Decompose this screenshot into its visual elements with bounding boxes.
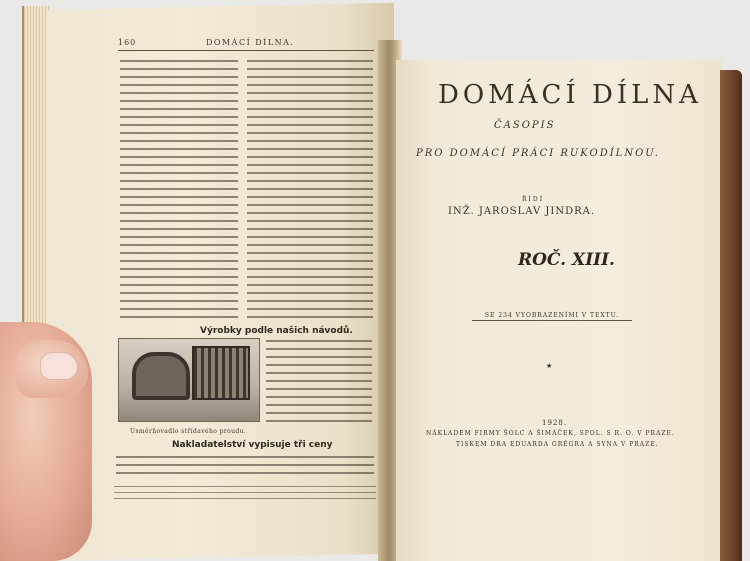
text-column-left bbox=[120, 58, 238, 320]
rectifier-cells bbox=[192, 346, 250, 400]
illustrations-note: SE 234 VYOBRAZENÍMI V TEXTU. bbox=[472, 312, 632, 321]
star-ornament-icon: ★ bbox=[546, 362, 553, 370]
text-column-right bbox=[247, 58, 373, 320]
magazine-subtitle-2: PRO DOMÁCÍ PRÁCI RUKODÍLNOU. bbox=[416, 148, 660, 159]
thumbnail bbox=[40, 352, 78, 380]
text-column-products bbox=[266, 338, 372, 424]
section-heading: Výrobky podle našich návodů. bbox=[200, 326, 353, 336]
right-page bbox=[396, 60, 722, 561]
publisher-line-1: NÁKLADEM FIRMY ŠOLC A ŠIMÁČEK, SPOL. S R. O. V PRAZE. bbox=[426, 430, 675, 437]
page-number: 160 bbox=[118, 38, 137, 47]
header-rule bbox=[118, 50, 374, 51]
running-title: DOMÁCÍ DÍLNA. bbox=[206, 38, 295, 47]
book-cover-edge bbox=[720, 70, 742, 561]
text-column-prizes bbox=[116, 454, 374, 476]
rectifier-coil bbox=[132, 352, 190, 400]
illustration-caption: Usměrňovadlo střídavého proudu. bbox=[130, 428, 247, 435]
publisher-line-2: TISKEM DRA EDUARDA GRÉGRA A SYNA V PRAZE. bbox=[456, 441, 659, 448]
magazine-title: DOMÁCÍ DÍLNA bbox=[438, 80, 702, 110]
editor-prefix: ŘÍDÍ bbox=[522, 196, 545, 203]
footer-note bbox=[114, 484, 376, 500]
publication-year: 1928. bbox=[542, 419, 568, 427]
volume-number: ROČ. XIII. bbox=[518, 250, 615, 270]
editor-name: INŽ. JAROSLAV JINDRA. bbox=[448, 206, 596, 217]
publisher-heading: Nakladatelství vypisuje tři ceny bbox=[172, 440, 333, 450]
magazine-subtitle-1: ČASOPIS bbox=[494, 120, 556, 131]
